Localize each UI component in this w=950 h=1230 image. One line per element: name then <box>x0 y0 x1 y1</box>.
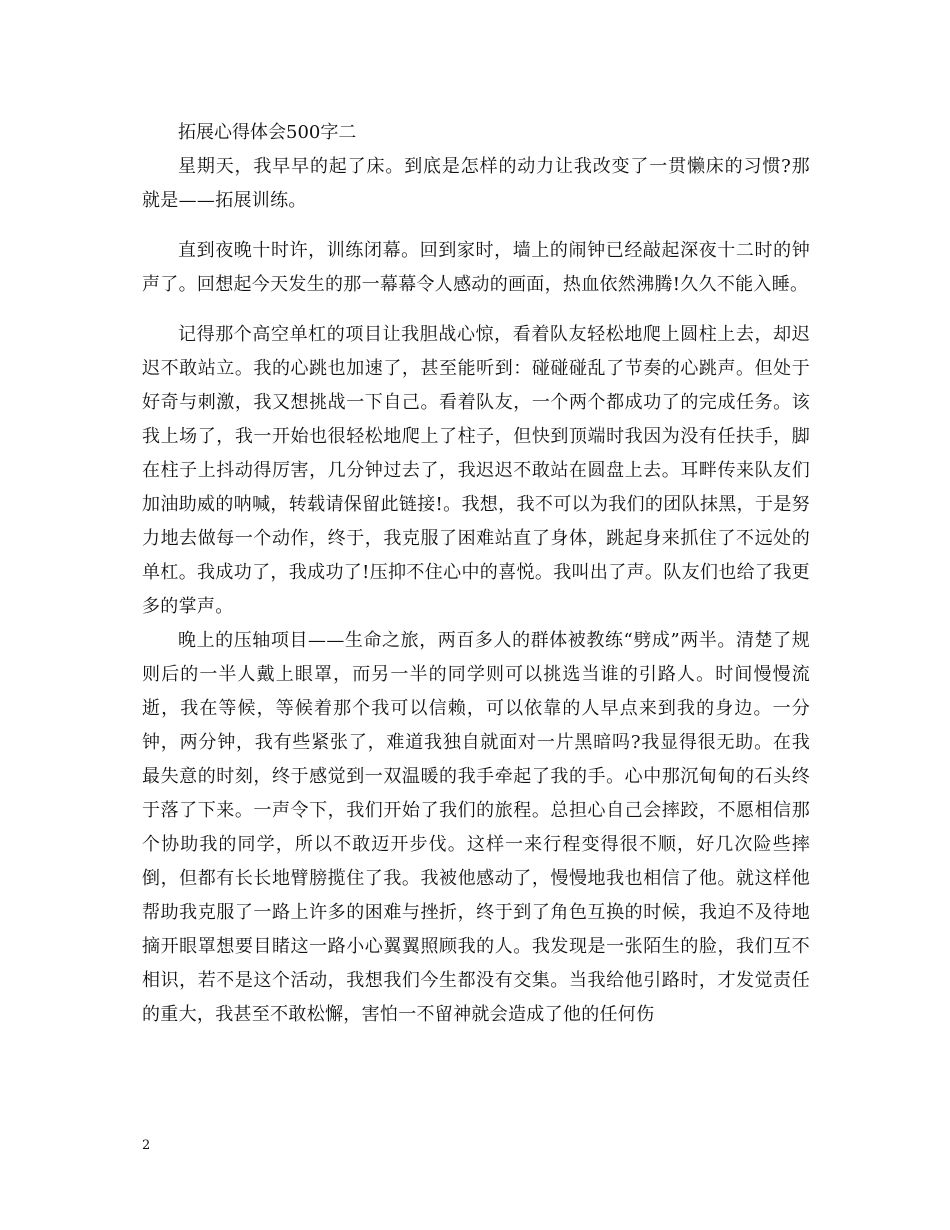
page-number: 2 <box>142 1138 151 1153</box>
paragraph-gap <box>142 218 810 234</box>
document-title: 拓展心得体会500字二 <box>178 122 357 143</box>
paragraph-2: 直到夜晚十时许，训练闭幕。回到家时，墙上的闹钟已经敲起深夜十二时的钟声了。回想起今天发生的那一幕幕令人感动的画面，热血依然沸腾!久久不能入睡。 <box>142 240 810 295</box>
document-body <box>142 116 810 1032</box>
paragraph-4: 晚上的压轴项目——生命之旅，两百多人的群体被教练“劈成”两半。清楚了规则后的一半人戴上眼罩，而另一半的同学则可以挑选当谁的引路人。时间慢慢流逝，我在等候，等候着那个我可以信赖，可以依靠的人早点来到我的身边。一分钟，两分钟，我有些紧张了，难道我独自就面对一片黑暗吗?我显得很无助。在我最失意的时刻，终于感觉到一双温暖的我手牵起了我的手。心中那沉甸甸的石头终于落了下来。一声令下，我们开始了我们的旅程。总担心自己会摔跤，不愿相信那个协助我的同学，所以不敢迈开步伐。这样一来行程变得很不顺，好几次险些摔倒，但都有长长地臂膀揽住了我。我被他感动了，慢慢地我也相信了他。就这样他帮助我克服了一路上许多的困难与挫折，终于到了角色互换的时候，我迫不及待地摘开眼罩想要目睹这一路小心翼翼照顾我的人。我发现是一张陌生的脸，我们互不相识，若不是这个活动，我想我们今生都没有交集。当我给他引路时，才发觉责任的重大，我甚至不敢松懈，害怕一不留神就会造成了他的任何伤 <box>142 630 810 1025</box>
paragraph-3: 记得那个高空单杠的项目让我胆战心惊，看着队友轻松地爬上圆柱上去，却迟迟不敢站立。我的心跳也加速了，甚至能听到：碰碰碰乱了节奏的心跳声。但处于好奇与刺激，我又想挑战一下自己。看着队友，一个两个都成功了的完成任务。该我上场了，我一开始也很轻松地爬上了柱子，但快到顶端时我因为没有任扶手，脚在柱子上抖动得厉害，几分钟过去了，我迟迟不敢站在圆盘上去。耳畔传来队友们加油助威的呐喊，转载请保留此链接!。我想，我不可以为我们的团队抹黑，于是努力地去做每一个动作，终于，我克服了困难站直了身体，跳起身来抓住了不远处的单杠。我成功了，我成功了!压抑不住心中的喜悦。我叫出了声。队友们也给了我更多的掌声。 <box>142 324 810 617</box>
paragraph-1: 星期天，我早早的起了床。到底是怎样的动力让我改变了一贯懒床的习惯?那就是——拓展训练。 <box>142 156 810 211</box>
paragraph-gap <box>142 302 810 318</box>
